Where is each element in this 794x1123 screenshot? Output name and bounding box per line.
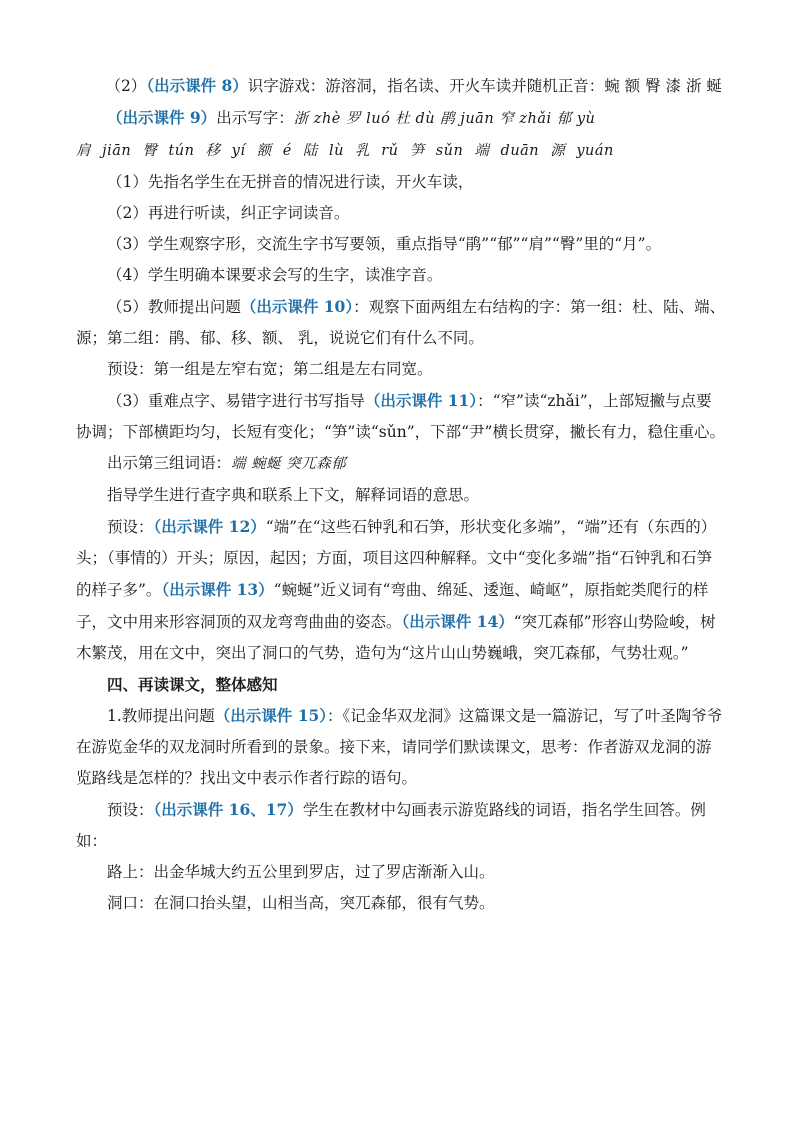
paragraph: 路上：出金华城大约五公里到罗店，过了罗店渐渐入山。 bbox=[107, 863, 495, 881]
paragraph bbox=[76, 385, 726, 448]
paragraph-text: 出示第三组词语： bbox=[107, 454, 232, 472]
paragraph-text: ：“窄”读“zhǎi”，上部短撇与点要协调；下部横距均匀，长短有变化；“笋”读“sǔn”，下部“尹”横长贯穿，撇长有力，稳住重心。 bbox=[76, 392, 725, 441]
paragraph-text: （3）重难点字、易错字进行书写指导 bbox=[107, 392, 365, 410]
paragraph-text: 识字游戏：游溶洞，指名读、开火车读并随机正音：蜿 额 臀 漆 浙 蜒 bbox=[247, 77, 722, 95]
paragraph-text: 出示写字： bbox=[216, 109, 294, 127]
paragraph-text: （5）教师提出问题 bbox=[107, 298, 241, 316]
courseware-tag: （出示课件 8） bbox=[146, 76, 248, 95]
courseware-tag: （出示课件 13） bbox=[161, 580, 274, 599]
paragraph: （3）学生观察字形，交流生字书写要领，重点指导“鹃”“郁”“肩”“臀”里的“月”。 bbox=[107, 235, 662, 253]
paragraph: 预设：第一组是左窄右宽；第二组是左右同宽。 bbox=[107, 360, 433, 378]
word-list: 端 蜿蜒 突兀森郁 bbox=[231, 456, 347, 472]
paragraph bbox=[76, 70, 726, 102]
courseware-tag: （出示课件 15） bbox=[214, 706, 328, 725]
paragraph: 指导学生进行查字典和联系上下文，解释词语的意思。 bbox=[107, 486, 480, 504]
paragraph-text: 1.教师提出问题 bbox=[107, 707, 215, 725]
paragraph: 洞口：在洞口抬头望，山相当高，突兀森郁，很有气势。 bbox=[107, 894, 495, 912]
courseware-tag: （出示课件 14） bbox=[401, 612, 514, 631]
paragraph bbox=[76, 448, 726, 480]
courseware-tag: （出示课件 12） bbox=[153, 517, 266, 536]
paragraph bbox=[76, 700, 726, 794]
pinyin-chars: 浙 zhè 罗 luó 杜 dù 鹃 juān 窄 zhǎi 郁 yù bbox=[293, 111, 596, 127]
courseware-tag: （出示课件 11） bbox=[364, 391, 478, 410]
section-heading: 四、再读课文，整体感知 bbox=[107, 675, 278, 694]
courseware-tag: （出示课件 10） bbox=[240, 297, 354, 316]
courseware-tag: （出示课件 16、17） bbox=[153, 800, 303, 819]
pinyin-chars: 肩 jiān 臀 tún 移 yí 额 é 陆 lù 乳 rǔ 笋 sǔn 端 duān 源 yuán bbox=[76, 143, 614, 159]
paragraph: （4）学生明确本课要求会写的生字，读准字音。 bbox=[107, 266, 443, 284]
courseware-tag: （出示课件 9） bbox=[107, 108, 217, 127]
document-page bbox=[76, 70, 726, 919]
paragraph bbox=[76, 102, 726, 135]
pinyin-line bbox=[76, 135, 726, 167]
paragraph bbox=[76, 511, 726, 669]
paragraph-text: “突兀森郁”形容山势险峻，树木繁茂，用在文中，突出了洞口的气势，造句为“这片山山势巍峨，突兀森郁，气势壮观。” bbox=[76, 613, 716, 662]
paragraph-text: “端”在“这些石钟乳和石笋，形状变化多端”，“端”还有（东西的）头；（事情的）开头；原因，起因；方面，项目这四种解释。文中“变化多端”指“石钟乳和石笋的样子多”。 bbox=[76, 518, 717, 599]
paragraph: （1）先指名学生在无拼音的情况进行读，开火车读， bbox=[107, 173, 474, 191]
paragraph-text: “蜿蜒”近义词有“弯曲、绵延、逶迤、崎岖”，原指蛇类爬行的样子，文中用来形容洞顶的双龙弯弯曲曲的姿态。 bbox=[76, 581, 709, 631]
paragraph: （2）再进行听读，纠正字词读音。 bbox=[107, 204, 350, 222]
paragraph-text: 预设： bbox=[107, 518, 154, 536]
paragraph-text: ：《记金华双龙洞》这篇课文是一篇游记，写了叶圣陶爷爷在游览金华的双龙洞时所看到的景象。接下来，请同学们默读课文，思考：作者游双龙洞的游览路线是怎样的？找出文中表示作者行踪的语句。 bbox=[76, 707, 723, 787]
paragraph bbox=[76, 291, 726, 354]
paragraph bbox=[76, 794, 726, 857]
paragraph-text: 预设： bbox=[107, 801, 154, 819]
paragraph-text: 学生在教材中勾画表示游览路线的词语，指名学生回答。例如： bbox=[76, 801, 706, 850]
step-number: （2） bbox=[105, 77, 147, 95]
paragraph-text: ：观察下面两组左右结构的字：第一组：杜、陆、端、源；第二组：鹃、郁、移、额、 乳，说说它们有什么不同。 bbox=[76, 298, 726, 347]
